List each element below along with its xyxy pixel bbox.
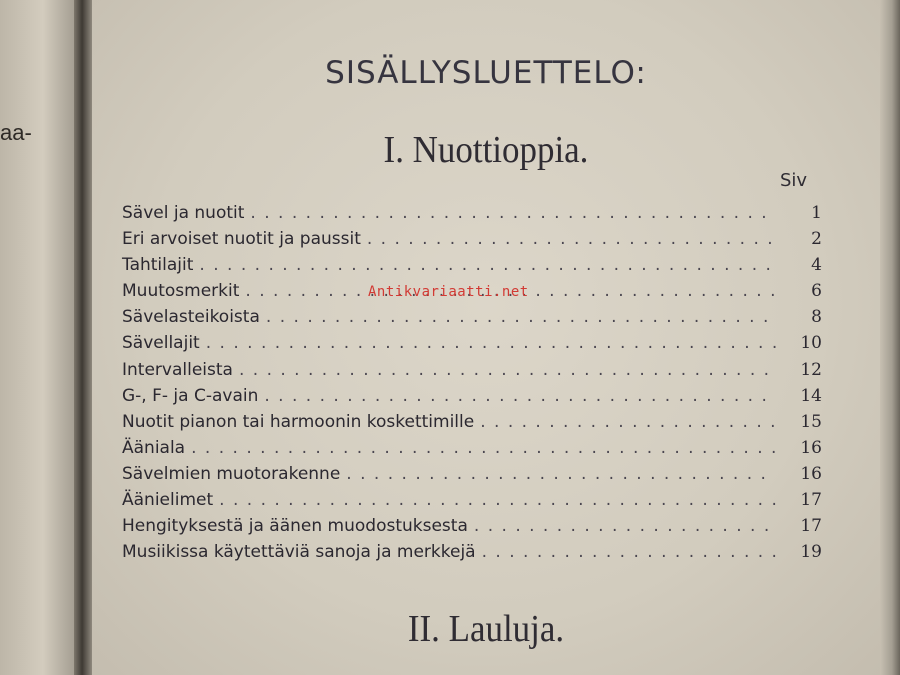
toc-entry [122, 412, 822, 438]
toc-entry-page: 17 [800, 516, 822, 537]
section-heading-nuottioppia: I. Nuottioppia. [383, 129, 589, 171]
toc-entry-title: Musiikissa käytettäviä sanoja ja merkkejä [122, 542, 476, 563]
toc-entry [122, 464, 822, 490]
toc-entry [122, 516, 822, 542]
toc-entry [122, 203, 822, 229]
toc-entry-page: 17 [800, 490, 822, 511]
toc-entry-page: 4 [811, 255, 822, 276]
toc-entry [122, 386, 822, 412]
toc-entry-title: Sävellajit [122, 333, 200, 354]
toc-entry [122, 255, 822, 281]
toc-entry [122, 438, 822, 464]
toc-entry-page: 8 [811, 307, 822, 328]
toc-entry [122, 490, 822, 516]
page-column-label: Siv [780, 170, 808, 191]
toc-entry-title: Sävel ja nuotit [122, 203, 245, 223]
book-page [92, 0, 880, 675]
toc-entry-page: 14 [800, 385, 822, 406]
toc-entry-page: 10 [800, 333, 822, 354]
toc-entry-title: Eri arvoiset nuotit ja paussit [122, 229, 361, 250]
toc-dot-leader [239, 360, 776, 380]
watermark: Antikvariaatti.net [368, 284, 529, 300]
toc-dot-leader [191, 438, 776, 458]
toc-entry-page: 2 [811, 229, 822, 250]
toc-dot-leader [367, 229, 776, 249]
book-gutter [74, 0, 92, 675]
table-of-contents [122, 203, 822, 568]
toc-entry-page: 19 [800, 542, 822, 563]
page-edge [880, 0, 900, 675]
toc-entry-page: 12 [800, 359, 822, 380]
toc-entry-title: Ääniala [122, 437, 186, 458]
toc-entry-page: 6 [811, 281, 822, 302]
toc-entry-title: Hengityksestä ja äänen muodostuksesta [122, 516, 468, 537]
toc-entry-page: 15 [800, 411, 822, 432]
toc-entry [122, 333, 822, 359]
toc-entry-page: 1 [811, 203, 822, 223]
toc-dot-leader [264, 386, 776, 406]
toc-entry-page: 16 [800, 437, 822, 458]
toc-entry-title: Sävelasteikoista [122, 307, 260, 328]
toc-entry [122, 307, 822, 333]
toc-dot-leader [199, 255, 776, 275]
toc-dot-leader [480, 412, 776, 432]
toc-dot-leader [346, 464, 776, 484]
toc-entry-title: Tahtilajit [122, 255, 194, 276]
left-page [0, 0, 78, 675]
toc-entry-title: Muutosmerkit [122, 281, 240, 302]
toc-dot-leader [219, 490, 776, 510]
toc-dot-leader [250, 203, 776, 223]
toc-entry [122, 360, 822, 386]
toc-dot-leader [266, 307, 776, 327]
page-title: SISÄLLYSLUETTELO: [325, 55, 647, 91]
toc-entry-title: G-, F- ja C-avain [122, 385, 259, 406]
toc-entry-page: 16 [800, 463, 822, 484]
toc-dot-leader [482, 542, 776, 562]
toc-entry [122, 229, 822, 255]
toc-dot-leader [206, 333, 776, 353]
toc-entry-title: Äänielimet [122, 490, 214, 511]
toc-dot-leader [474, 516, 776, 536]
toc-entry-title: Sävelmien muotorakenne [122, 463, 341, 484]
section-heading-lauluja: II. Lauluja. [407, 608, 565, 650]
toc-entry [122, 542, 822, 568]
left-page-fragment: aa- [0, 120, 32, 145]
toc-entry-title: Nuotit pianon tai harmoonin koskettimille [122, 411, 475, 432]
toc-entry-title: Intervalleista [122, 359, 233, 380]
